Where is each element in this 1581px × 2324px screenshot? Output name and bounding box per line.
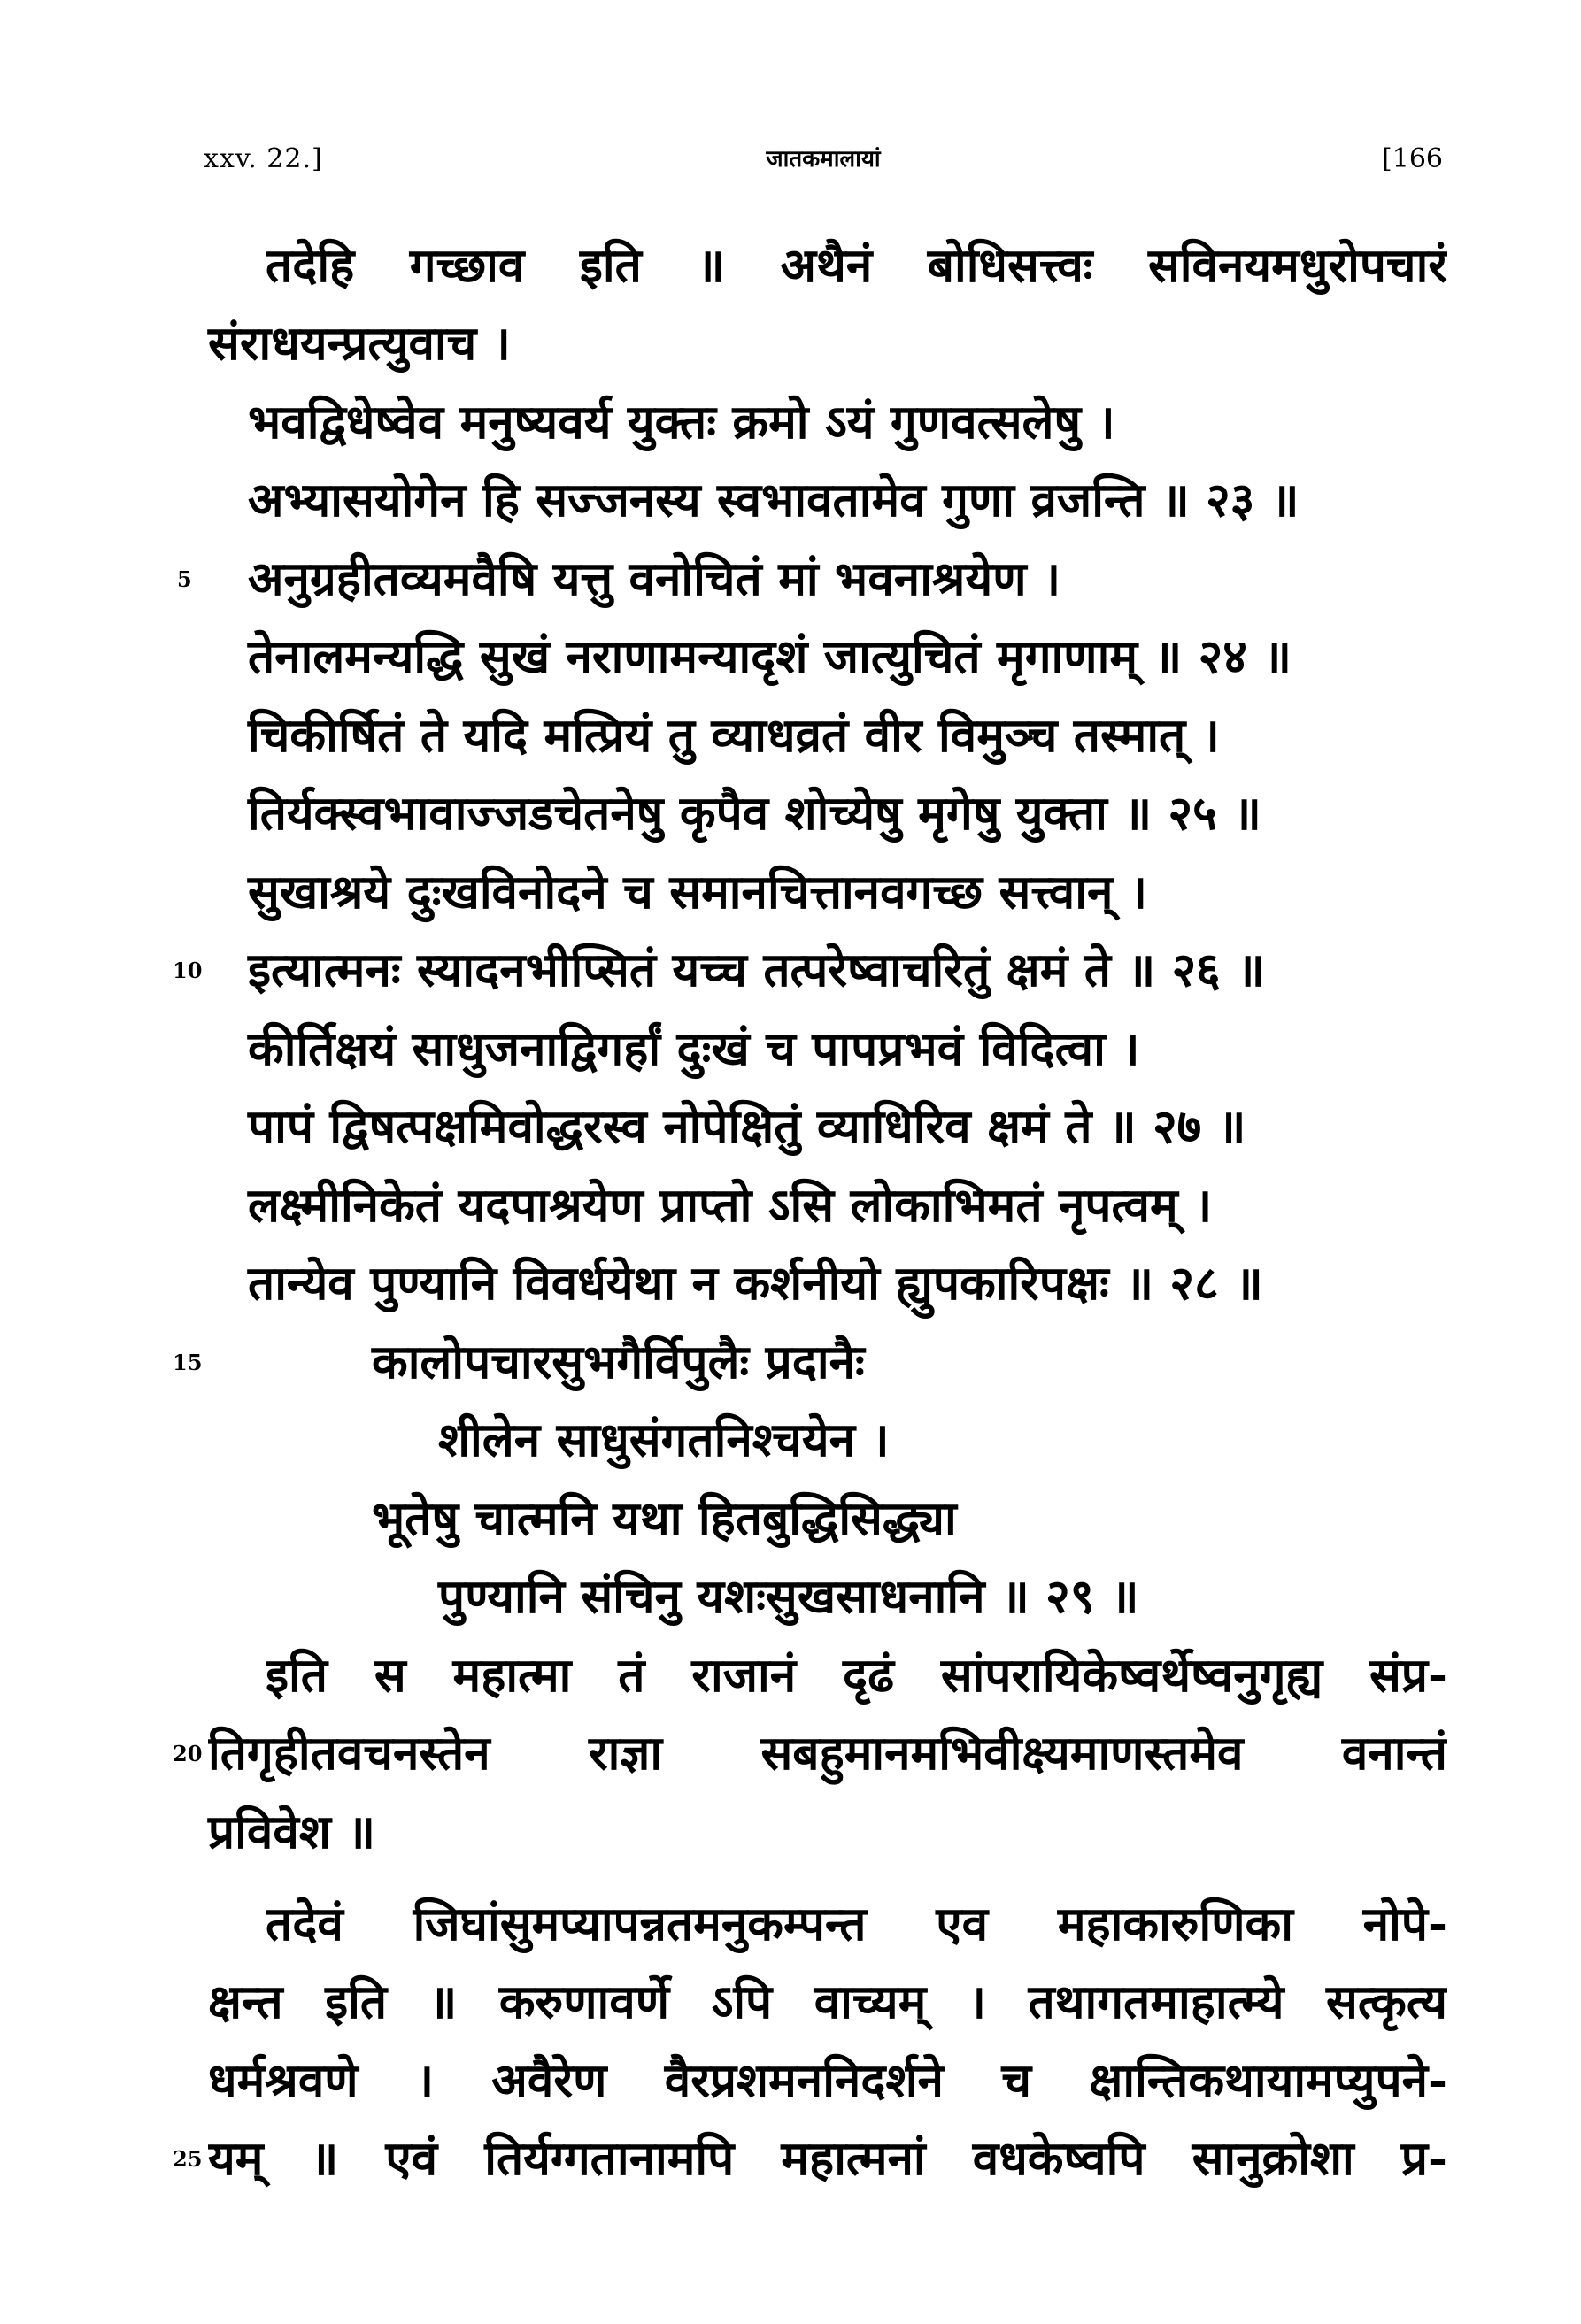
verse-line: लक्ष्मीनिकेतं यदपाश्रयेण प्राप्तो ऽसि लोकाभिमतं नृपत्वम् । (248, 1178, 1213, 1233)
verse-line: शीलेन साधुसंगतनिश्चयेन । (438, 1412, 890, 1467)
line-number: 25 (173, 2146, 203, 2172)
text-line: इति स महात्मा तं राजानं दृढं सांपरायिकेष्वर्थेष्वनुगृह्य संप्र- (266, 1648, 1447, 1703)
verse-line: अभ्यासयोगेन हि सज्जनस्य स्वभावतामेव गुणा व्रजन्ति ॥ २३ ॥ (248, 473, 1300, 527)
verse-line: सुखाश्रये दुःखविनोदने च समानचित्तानवगच्छ सत्त्वान् । (248, 865, 1147, 920)
verse-line: अनुग्रहीतव्यमवैषि यत्तु वनोचितं मां भवनाश्रयेण । (248, 551, 1061, 606)
text-line: धर्मश्रवणे । अवैरेण वैरप्रशमननिदर्शने च क्षान्तिकथायामप्युपने- (208, 2053, 1447, 2108)
verse-line: कीर्तिक्षयं साधुजनाद्विगर्हां दुःखं च पापप्रभवं विदित्वा । (248, 1021, 1140, 1076)
verse-line: तिर्यक्स्वभावाज्जडचेतनेषु कृपैव शोच्येषु मृगेषु युक्ता ॥ २५ ॥ (248, 786, 1261, 841)
text-line: क्षन्त इति ॥ करुणावर्णे ऽपि वाच्यम् । तथागतमाहात्म्ये सत्कृत्य (208, 1974, 1447, 2029)
verse-line: इत्यात्मनः स्यादनभीप्सितं यच्च तत्परेष्वाचरितुं क्षमं ते ॥ २६ ॥ (248, 943, 1265, 997)
line-number: 5 (177, 566, 192, 592)
verse-line: चिकीर्षितं ते यदि मत्प्रियं तु व्याधव्रतं वीर विमुञ्च तस्मात् । (248, 708, 1220, 763)
verse-line: तान्येव पुण्यानि विवर्धयेथा न कर्शनीयो ह्युपकारिपक्षः ॥ २८ ॥ (248, 1256, 1263, 1311)
text-line: तदेहि गच्छाव इति ॥ अथैनं बोधिसत्त्वः सविनयमधुरोपचारं (266, 238, 1447, 293)
verse-line: तेनालमन्यद्धि सुखं नराणामन्यादृशं जात्युचितं मृगाणाम् ॥ २४ ॥ (248, 629, 1292, 684)
verse-line: भूतेषु चात्मनि यथा हितबुद्धिसिद्ध्या (372, 1491, 957, 1546)
page-number: [166 (1382, 143, 1443, 174)
text-line: तदेवं जिघांसुमप्यापन्नतमनुकम्पन्त एव महाकारुणिका नोपे- (266, 1897, 1447, 1951)
text-line: यम् ॥ एवं तिर्यग्गतानामपि महात्मनां वधकेष्वपि सानुक्रोशा प्र- (208, 2131, 1447, 2186)
verse-line: कालोपचारसुभगैर्विपुलैः प्रदानैः (372, 1335, 865, 1389)
verse-line: पुण्यानि संचिनु यशःसुखसाधनानि ॥ २९ ॥ (438, 1569, 1139, 1624)
line-number: 10 (173, 958, 203, 983)
running-title: जातकमालायां (766, 146, 881, 173)
text-line: प्रविवेश ॥ (208, 1805, 376, 1859)
text-line: संराधयन्प्रत्युवाच । (208, 316, 511, 371)
verse-line: पापं द्विषत्पक्षमिवोद्धरस्व नोपेक्षितुं व्याधिरिव क्षमं ते ॥ २७ ॥ (248, 1099, 1246, 1154)
verse-line: भवद्विधेष्वेव मनुष्यवर्य युक्तः क्रमो ऽयं गुणवत्सलेषु । (248, 395, 1115, 450)
line-number: 20 (173, 1741, 203, 1766)
chapter-verse-reference: xxv. 22.] (204, 143, 323, 174)
text-line: तिगृहीतवचनस्तेन राज्ञा सबहुमानमभिवीक्ष्यमाणस्तमेव वनान्तं (208, 1726, 1447, 1781)
line-number: 15 (173, 1350, 203, 1375)
